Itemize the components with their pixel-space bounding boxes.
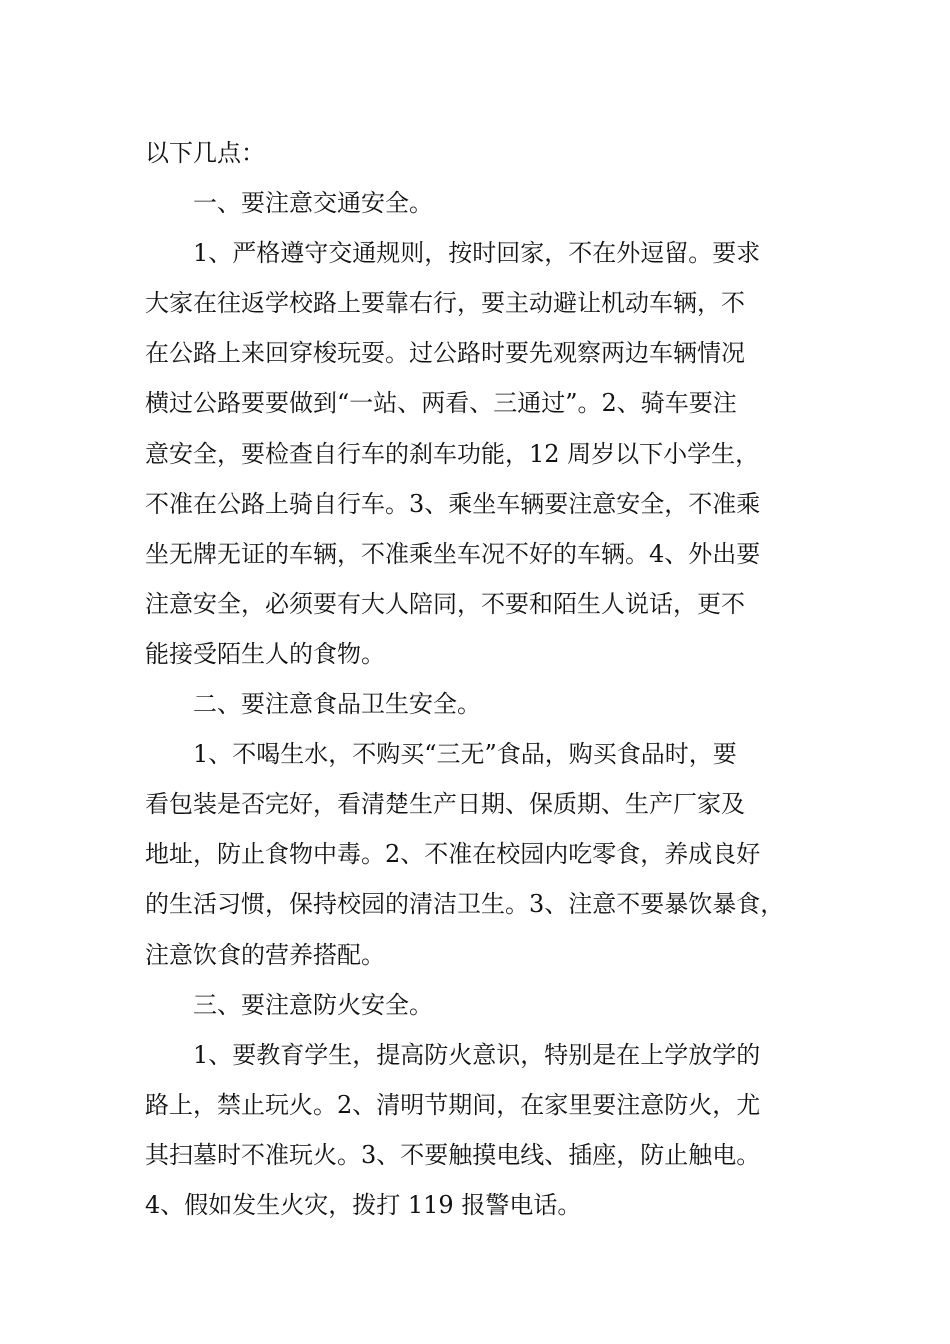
text-line: 地址，防止食物中毒。2、不准在校园内吃零食，养成良好 [145,840,761,869]
document-body [145,128,825,1230]
text-line: 的生活习惯，保持校园的清洁卫生。3、注意不要暴饮暴食， [145,890,785,919]
text-line: 1、不喝生水，不购买“三无”食品，购买食品时，要 [193,740,737,769]
text-line: 坐无牌无证的车辆，不准乘坐车况不好的车辆。4、外出要 [145,539,761,568]
section-heading-fire: 三、要注意防火安全。 [193,990,433,1019]
text-line: 不准在公路上骑自行车。3、乘坐车辆要注意安全，不准乘 [145,489,761,518]
text-line: 1、要教育学生，提高防火意识，特别是在上学放学的 [193,1040,761,1069]
text-line: 注意饮食的营养搭配。 [145,940,385,969]
text-line: 以下几点： [145,139,265,167]
text-line: 横过公路要要做到“一站、两看、三通过”。2、骑车要注 [145,389,737,418]
text-line: 注意安全，必须要有大人陪同，不要和陌生人说话，更不 [145,589,745,618]
text-line: 其扫墓时不准玩火。3、不要触摸电线、插座，防止触电。 [145,1140,761,1169]
text-line: 能接受陌生人的食物。 [145,639,385,668]
text-line: 路上，禁止玩火。2、清明节期间，在家里要注意防火，尤 [145,1090,761,1119]
section-heading-food: 二、要注意食品卫生安全。 [193,690,481,719]
text-line: 1、严格遵守交通规则，按时回家，不在外逗留。要求 [193,239,761,268]
section-heading-traffic: 一、要注意交通安全。 [193,189,433,218]
text-line: 大家在往返学校路上要靠右行，要主动避让机动车辆，不 [145,289,745,318]
text-line: 4、假如发生火灾，拨打 119 报警电话。 [145,1190,582,1219]
text-line: 看包装是否完好，看清楚生产日期、保质期、生产厂家及 [145,790,745,819]
text-line: 在公路上来回穿梭玩耍。过公路时要先观察两边车辆情况 [145,339,745,368]
text-line: 意安全，要检查自行车的刹车功能，12 周岁以下小学生， [145,439,760,468]
